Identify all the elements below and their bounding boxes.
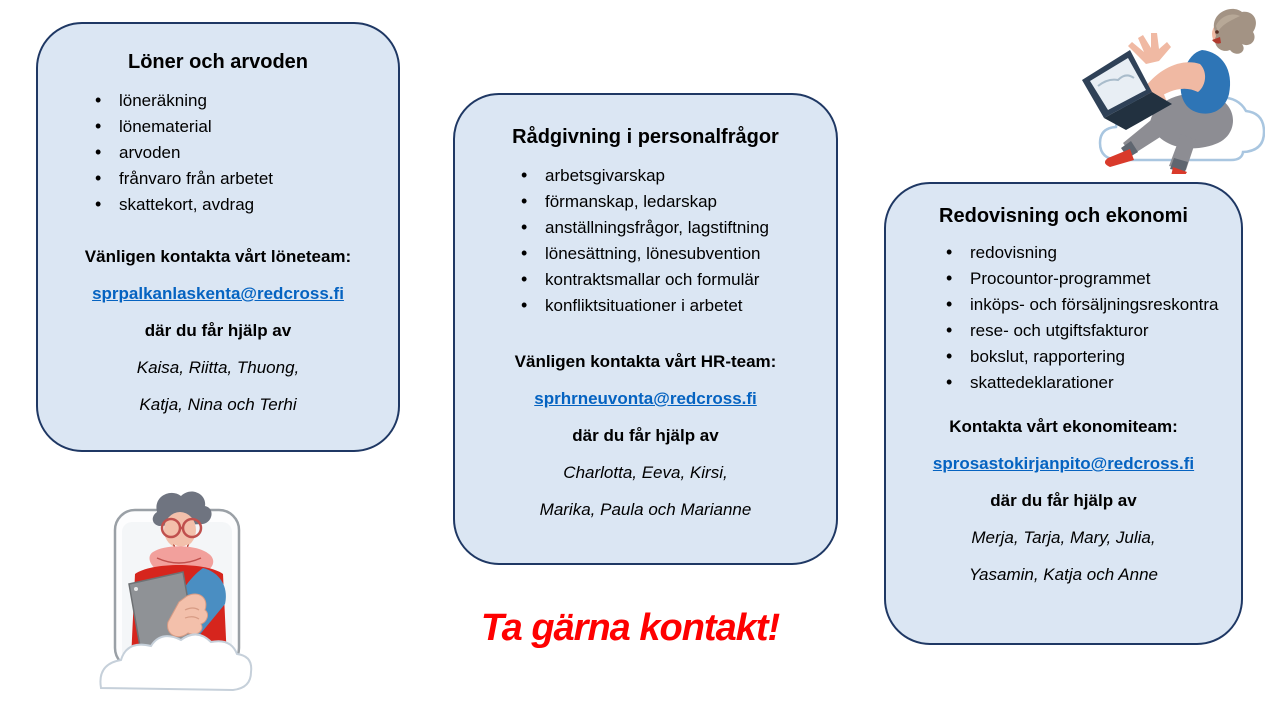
card-hr-contact-block [455, 351, 836, 520]
email-link-payroll[interactable]: sprpalkanlaskenta@redcross.fi [92, 284, 344, 303]
card-finance [884, 182, 1243, 645]
bullet-item: • skattedeklarationer [944, 372, 1229, 394]
contact-intro: Vänligen kontakta vårt HR-team: [514, 352, 777, 371]
card-finance-title: Redovisning och ekonomi [939, 205, 1188, 227]
person-on-cloud-laptop-illustration [1050, 2, 1265, 174]
bullet-item: • frånvaro från arbetet [93, 168, 398, 190]
card-finance-bullets [944, 242, 1229, 394]
bullet-item: • inköps- och försäljningsreskontra [944, 294, 1229, 316]
team-names-line-2: Katja, Nina och Terhi [139, 395, 297, 414]
bullet-item: • skattekort, avdrag [93, 194, 398, 216]
email-line [52, 283, 384, 304]
bullet-item: • förmanskap, ledarskap [519, 191, 836, 213]
bullet-item: • redovisning [944, 242, 1229, 264]
bullet-item: • konfliktsituationer i arbetet [519, 295, 836, 317]
card-hr-title: Rådgivning i personalfrågor [512, 126, 779, 148]
bullet-item: • rese- och utgiftsfakturor [944, 320, 1229, 342]
team-names-line-2: Marika, Paula och Marianne [539, 500, 752, 519]
bullet-item: • arbetsgivarskap [519, 165, 836, 187]
contact-intro: Kontakta vårt ekonomiteam: [949, 417, 1178, 436]
help-line: där du får hjälp av [144, 321, 292, 340]
team-names-line-1: Merja, Tarja, Mary, Julia, [971, 528, 1156, 547]
email-link-hr[interactable]: sprhrneuvonta@redcross.fi [534, 389, 757, 408]
bullet-item: • lönematerial [93, 116, 398, 138]
person-head [1212, 9, 1256, 54]
bullet-item: • anställningsfrågor, lagstiftning [519, 217, 836, 239]
card-finance-contact-block [886, 416, 1241, 585]
card-hr-advice [453, 93, 838, 565]
bullet-item: • arvoden [93, 142, 398, 164]
team-names-line-1: Charlotta, Eeva, Kirsi, [563, 463, 728, 482]
bullet-item: • kontraktsmallar och formulär [519, 269, 836, 291]
bullet-item: • bokslut, rapportering [944, 346, 1229, 368]
team-names-line-2: Yasamin, Katja och Anne [968, 565, 1158, 584]
help-line: där du får hjälp av [990, 491, 1137, 510]
card-hr-bullets [519, 165, 836, 317]
contact-intro: Vänligen kontakta vårt löneteam: [84, 247, 352, 266]
card-payroll-bullets [93, 90, 398, 216]
card-payroll-contact-block [38, 246, 398, 415]
team-names-line-1: Kaisa, Riitta, Thuong, [136, 358, 300, 377]
person-with-tablet-illustration [95, 488, 263, 700]
bullet-item: • löneräkning [93, 90, 398, 112]
card-payroll [36, 22, 400, 452]
email-line [469, 388, 822, 409]
bullet-item: • lönesättning, lönesubvention [519, 243, 836, 265]
card-payroll-title: Löner och arvoden [127, 51, 309, 73]
email-link-finance[interactable]: sprosastokirjanpito@redcross.fi [932, 454, 1195, 473]
cta-text: Ta gärna kontakt! [480, 607, 780, 649]
help-line: där du får hjälp av [572, 426, 719, 445]
email-line [900, 453, 1227, 474]
bullet-item: • Procountor-programmet [944, 268, 1229, 290]
